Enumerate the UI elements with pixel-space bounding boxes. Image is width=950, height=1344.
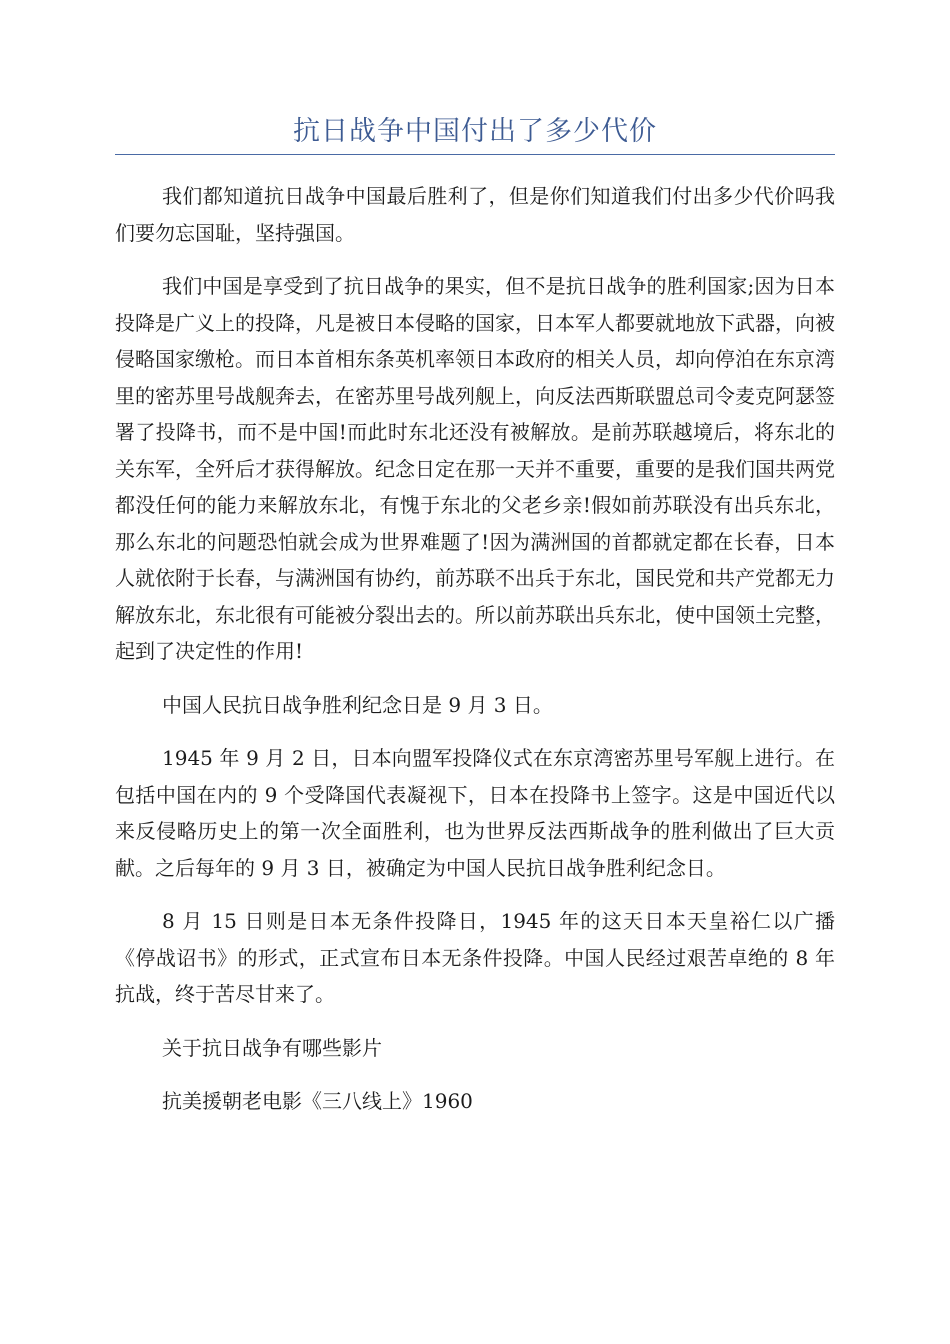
paragraph-history: 我们中国是享受到了抗日战争的果实，但不是抗日战争的胜利国家;因为日本投降是广义上的投降，凡是被日本侵略的国家，日本军人都要就地放下武器，向被侵略国家缴枪。而日本首相东条英机率领日本政府的相关人员，却向停泊在东京湾里的密苏里号战舰奔去，在密苏里号战列舰上，向反法西斯联盟总司令麦克阿瑟签署了投降书，而不是中国!而此时东北还没有被解放。是前苏联越境后，将东北的关东军，全歼后才获得解放。纪念日定在那一天并不重要，重要的是我们国共两党都没任何的能力来解放东北，有愧于东北的父老乡亲!假如前苏联没有出兵东北，那么东北的问题恐怕就会成为世界难题了!因为满洲国的首都就定都在长春，日本人就依附于长春，与满洲国有协约，前苏联不出兵于东北，国民党和共产党都无力解放东北，东北很有可能被分裂出去的。所以前苏联出兵东北，使中国领土完整，起到了决定性的作用! xyxy=(115,274,835,663)
document-body xyxy=(115,178,835,1137)
title-underline xyxy=(115,154,835,155)
paragraph-film-item: 抗美援朝老电影《三八线上》1960 xyxy=(162,1089,473,1113)
paragraph-surrender-ceremony: 1945 年 9 月 2 日，日本向盟军投降仪式在东京湾密苏里号军舰上进行。在包括中国在内的 9 个受降国代表凝视下，日本在投降书上签字。这是中国近代以来反侵略历史上的第一次全面胜利，也为世界反法西斯战争的胜利做出了巨大贡献。之后每年的 9 月 3 日，被确定为中国人民抗日战争胜利纪念日。 xyxy=(115,746,835,880)
paragraph-films-heading: 关于抗日战争有哪些影片 xyxy=(162,1035,382,1060)
page-title: 抗日战争中国付出了多少代价 xyxy=(293,116,657,147)
paragraph-august-15: 8 月 15 日则是日本无条件投降日，1945 年的这天日本天皇裕仁以广播《停战诏书》的形式，正式宣布日本无条件投降。中国人民经过艰苦卓绝的 8 年抗战，终于苦尽甘来了。 xyxy=(115,909,835,1006)
paragraph-intro: 我们都知道抗日战争中国最后胜利了，但是你们知道我们付出多少代价吗我们要勿忘国耻，坚持强国。 xyxy=(115,184,835,245)
paragraph-victory-day: 中国人民抗日战争胜利纪念日是 9 月 3 日。 xyxy=(162,692,553,717)
